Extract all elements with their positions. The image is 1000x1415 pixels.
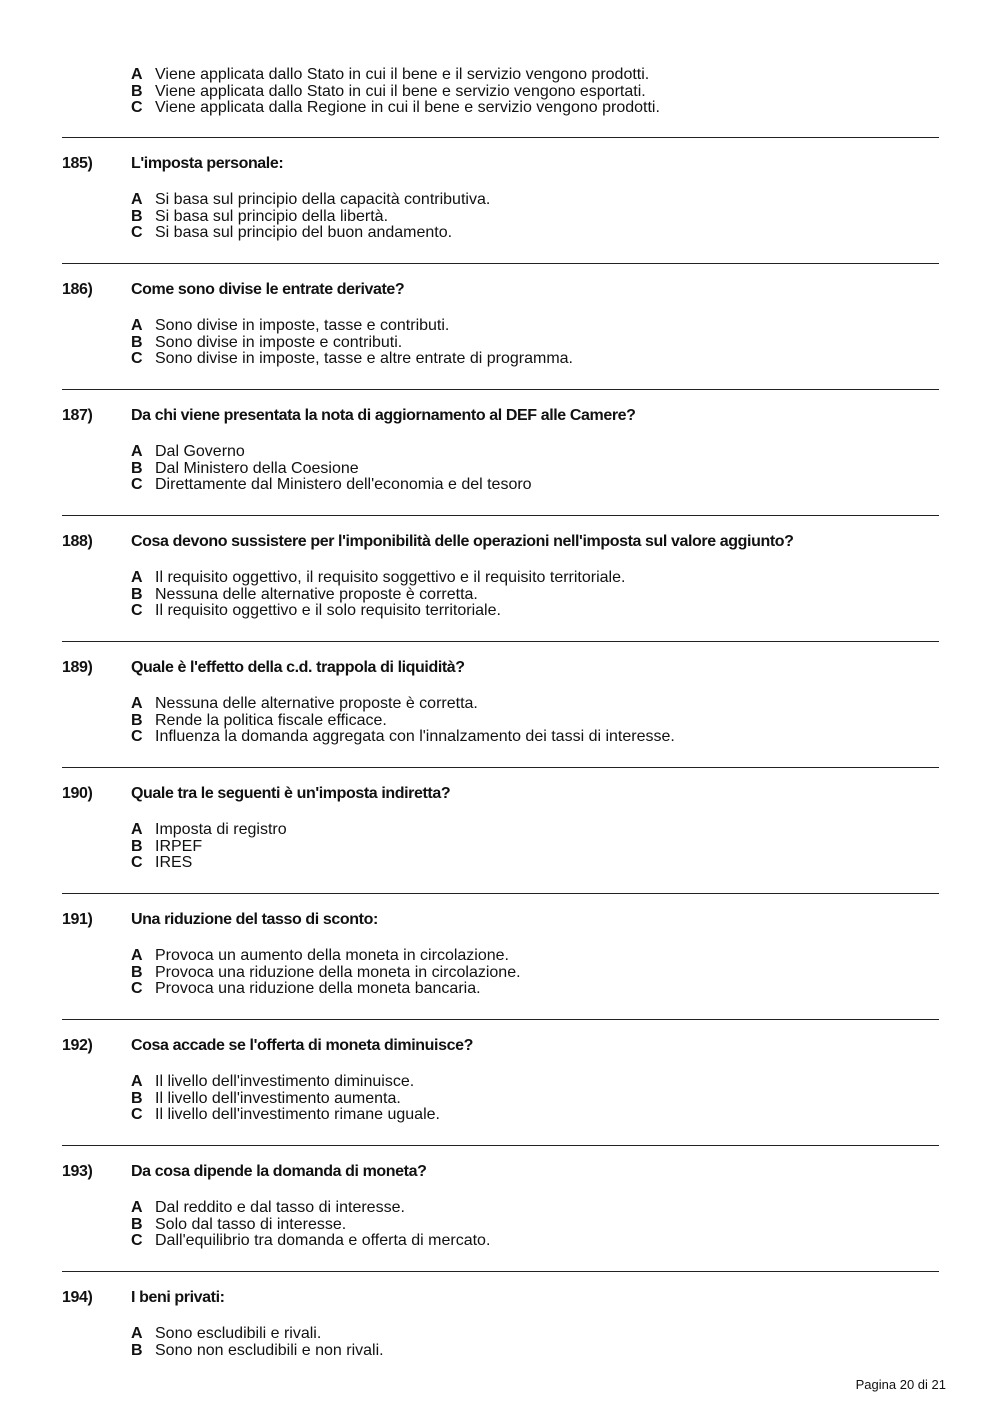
option-text: Viene applicata dalla Regione in cui il bene e servizio vengono prodotti. [155,99,660,117]
question-number: 187) [62,407,93,424]
divider [62,137,939,138]
option-text: Nessuna delle alternative proposte è corretta. [155,585,478,603]
question-header [62,785,450,803]
option-letter: A [131,317,143,334]
option-row [131,225,490,242]
continued-options [131,67,660,117]
option-letter: A [131,947,143,964]
option-row [131,965,521,982]
option-text: IRES [155,854,193,872]
option-letter: A [131,66,143,83]
question-header [62,1163,426,1181]
question-number: 192) [62,1037,93,1054]
question-text: Come sono divise le entrate derivate? [131,281,405,298]
option-letter: B [131,963,143,981]
options-list [131,192,490,242]
option-text: Direttamente dal Ministero dell'economia e del tesoro [155,476,532,494]
question-text: Cosa devono sussistere per l'imponibilità delle operazioni nell'imposta sul valore aggiunto? [131,533,794,550]
option-row [131,351,573,368]
option-text: Il livello dell'investimento aumenta. [155,1089,401,1107]
option-row [131,839,287,856]
option-row [131,713,675,730]
option-letter: C [131,99,143,117]
option-row [131,318,573,335]
option-text: Sono divise in imposte, tasse e contributi. [155,317,450,334]
option-row [131,948,521,965]
question-header [62,659,465,677]
option-text: Sono divise in imposte, tasse e altre entrate di programma. [155,350,573,368]
options-list [131,1326,384,1359]
option-letter: A [131,569,143,586]
options-list [131,570,625,620]
option-text: Rende la politica fiscale efficace. [155,711,387,729]
option-letter: B [131,207,143,225]
question-header [62,911,378,929]
option-row [131,1326,384,1343]
option-letter: C [131,1232,143,1250]
option-row [131,100,660,117]
option-text: Nessuna delle alternative proposte è corretta. [155,695,478,712]
question-number: 194) [62,1289,93,1306]
option-letter: B [131,82,143,100]
option-letter: A [131,1073,143,1090]
option-row [131,855,287,872]
option-letter: C [131,476,143,494]
question-text: Quale tra le seguenti è un'imposta indiretta? [131,785,451,802]
question-number: 186) [62,281,93,298]
option-letter: A [131,1325,143,1342]
option-letter: A [131,695,143,712]
option-letter: C [131,1106,143,1124]
option-letter: C [131,224,143,242]
option-text: Dal reddito e dal tasso di interesse. [155,1199,405,1216]
option-row [131,84,660,101]
option-text: Il livello dell'investimento rimane uguale. [155,1106,440,1124]
question-number: 190) [62,785,93,802]
option-row [131,1200,490,1217]
question-text: L'imposta personale: [131,155,284,172]
page-number: Pagina 20 di 21 [855,1377,946,1392]
option-text: Viene applicata dallo Stato in cui il bene e servizio vengono esportati. [155,82,646,100]
divider [62,1019,939,1020]
option-text: Viene applicata dallo Stato in cui il bene e il servizio vengono prodotti. [155,66,650,83]
option-text: Si basa sul principio del buon andamento. [155,224,453,242]
option-text: Provoca una riduzione della moneta bancaria. [155,980,481,998]
option-letter: C [131,980,143,998]
option-text: Provoca un aumento della moneta in circolazione. [155,947,509,964]
question-text: Da cosa dipende la domanda di moneta? [131,1163,427,1180]
question-header [62,155,283,173]
option-row [131,1091,440,1108]
option-text: IRPEF [155,837,203,855]
option-row [131,603,625,620]
option-row [131,570,625,587]
question-number: 188) [62,533,93,550]
question-number: 193) [62,1163,93,1180]
option-row [131,822,287,839]
option-text: Provoca una riduzione della moneta in circolazione. [155,963,521,981]
options-list [131,948,521,998]
question-text: Quale è l'effetto della c.d. trappola di liquidità? [131,659,465,676]
divider [62,515,939,516]
option-letter: C [131,350,143,368]
option-text: Sono non escludibili e non rivali. [155,1341,384,1359]
option-letter: C [131,728,143,746]
option-row [131,209,490,226]
option-letter: B [131,1341,143,1359]
option-letter: A [131,821,143,838]
option-letter: B [131,333,143,351]
options-list [131,1074,440,1124]
option-row [131,192,490,209]
question-text: Una riduzione del tasso di sconto: [131,911,378,928]
divider [62,641,939,642]
option-text: Si basa sul principio della libertà. [155,207,389,225]
option-text: Si basa sul principio della capacità contributiva. [155,191,491,208]
option-row [131,1074,440,1091]
option-row [131,67,660,84]
option-text: Il livello dell'investimento diminuisce. [155,1073,415,1090]
question-header [62,407,636,425]
question-header [62,1037,473,1055]
option-letter: C [131,854,143,872]
option-text: Il requisito oggettivo e il solo requisito territoriale. [155,602,501,620]
option-letter: A [131,191,143,208]
option-text: Dal Governo [155,443,245,460]
option-row [131,729,675,746]
question-header [62,281,404,299]
divider [62,1145,939,1146]
option-row [131,461,532,478]
option-row [131,335,573,352]
option-row [131,1217,490,1234]
option-text: Solo dal tasso di interesse. [155,1215,347,1233]
option-letter: B [131,711,143,729]
option-row [131,587,625,604]
options-list [131,318,573,368]
divider [62,1271,939,1272]
option-row [131,696,675,713]
option-row [131,981,521,998]
option-row [131,1343,384,1360]
option-text: Influenza la domanda aggregata con l'innalzamento dei tassi di interesse. [155,728,675,746]
question-header [62,533,794,551]
options-list [131,696,675,746]
divider [62,389,939,390]
question-header [62,1289,225,1307]
question-text: Cosa accade se l'offerta di moneta diminuisce? [131,1037,473,1054]
option-row [131,444,532,461]
option-text: Dal Ministero della Coesione [155,459,359,477]
option-text: Il requisito oggettivo, il requisito soggettivo e il requisito territoriale. [155,569,626,586]
option-letter: B [131,1089,143,1107]
options-list [131,1200,490,1250]
option-letter: B [131,1215,143,1233]
question-number: 185) [62,155,93,172]
option-text: Dall'equilibrio tra domanda e offerta di mercato. [155,1232,491,1250]
question-number: 189) [62,659,93,676]
option-letter: B [131,585,143,603]
question-text: Da chi viene presentata la nota di aggiornamento al DEF alle Camere? [131,407,636,424]
options-list [131,444,532,494]
option-letter: A [131,1199,143,1216]
divider [62,263,939,264]
options-list [131,822,287,872]
option-letter: B [131,837,143,855]
option-letter: C [131,602,143,620]
option-text: Imposta di registro [155,821,287,838]
question-number: 191) [62,911,93,928]
divider [62,767,939,768]
option-letter: A [131,443,143,460]
option-letter: B [131,459,143,477]
option-text: Sono divise in imposte e contributi. [155,333,403,351]
divider [62,893,939,894]
option-row [131,477,532,494]
option-row [131,1107,440,1124]
option-text: Sono escludibili e rivali. [155,1325,322,1342]
question-text: I beni privati: [131,1289,225,1306]
option-row [131,1233,490,1250]
